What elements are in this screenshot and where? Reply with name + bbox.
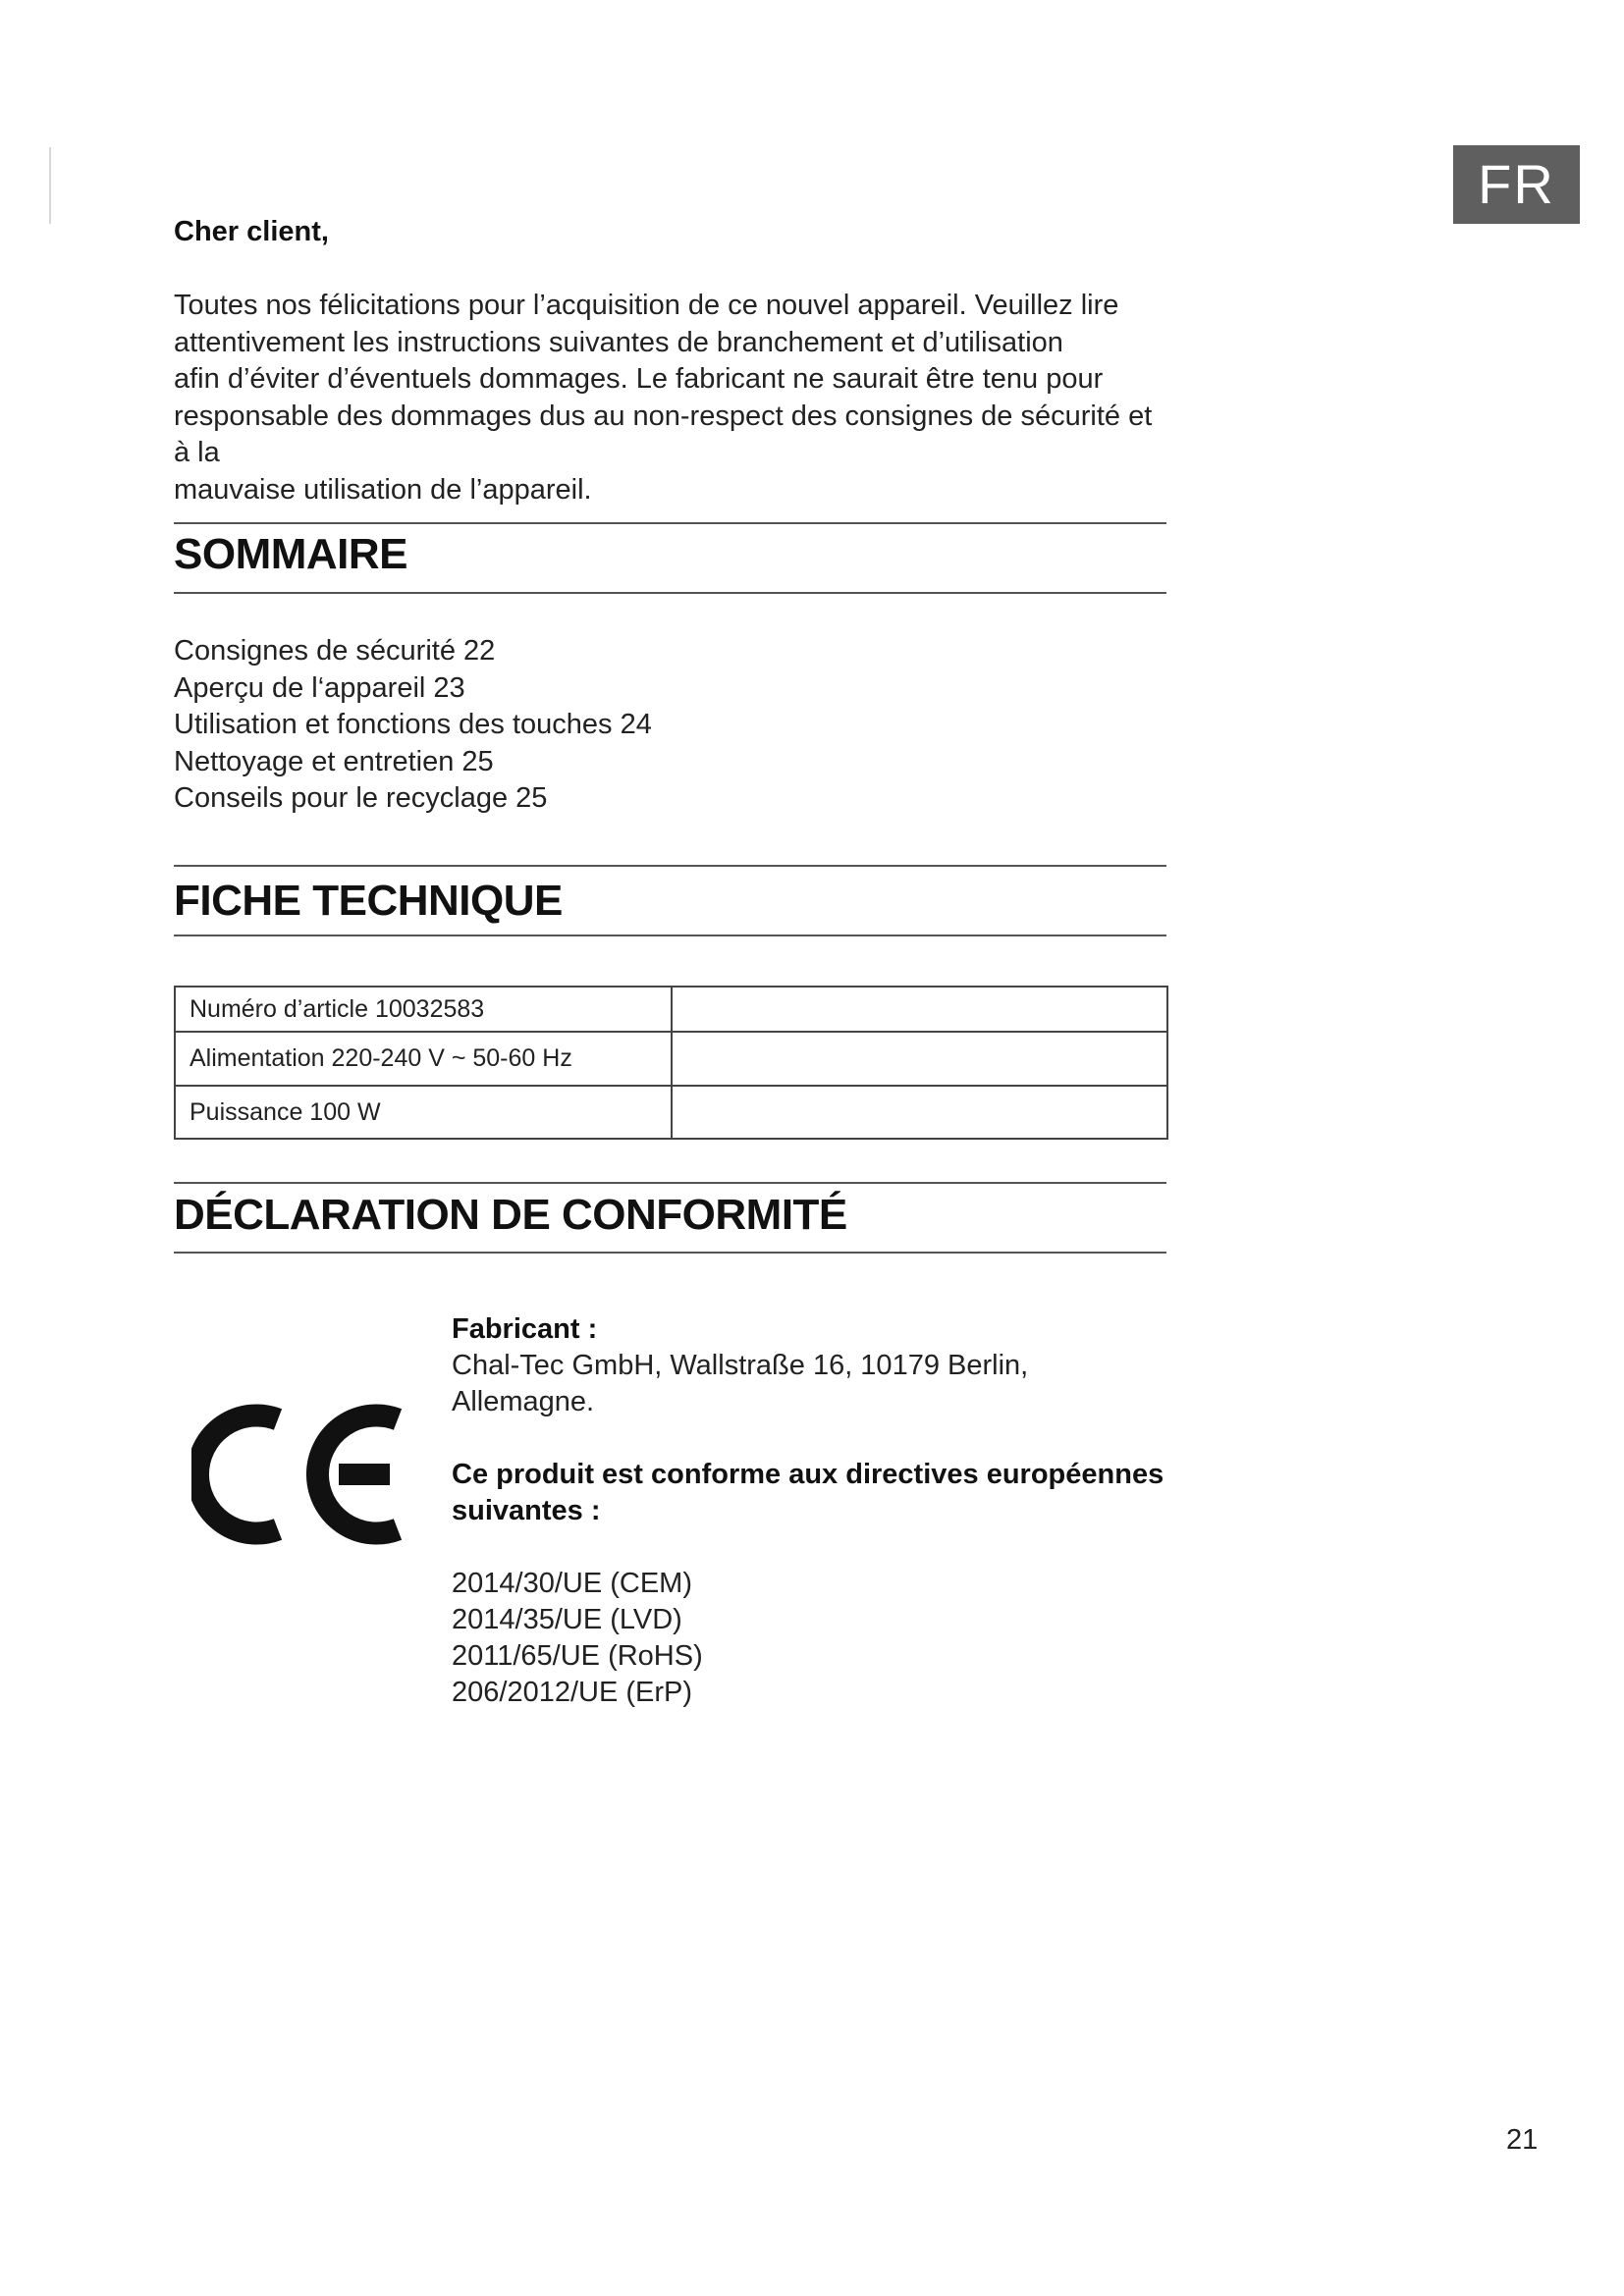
intro-line: responsable des dommages dus au non-respect des consignes de sécurité et à la bbox=[174, 400, 1153, 468]
conformity-statement: suivantes : bbox=[452, 1495, 601, 1526]
summary-title: SOMMAIRE bbox=[174, 530, 407, 578]
table-of-contents bbox=[174, 633, 652, 818]
intro-line: mauvaise utilisation de l’appareil. bbox=[174, 473, 592, 506]
intro-line: afin d’éviter d’éventuels dommages. Le fabricant ne saurait être tenu pour bbox=[174, 363, 1104, 395]
manufacturer-line: Chal-Tec GmbH, Wallstraße 16, 10179 Berlin, bbox=[452, 1350, 1029, 1381]
declaration-title: DÉCLARATION DE CONFORMITÉ bbox=[174, 1191, 847, 1239]
declaration-block bbox=[452, 1311, 1178, 1711]
table-row bbox=[175, 987, 1167, 1032]
spec-value-cell bbox=[672, 987, 1168, 1032]
tech-sheet-title: FICHE TECHNIQUE bbox=[174, 877, 563, 925]
conformity-statement: Ce produit est conforme aux directives européennes bbox=[452, 1459, 1164, 1490]
toc-item: Consignes de sécurité 22 bbox=[174, 635, 496, 667]
intro-line: attentivement les instructions suivantes de branchement et d’utilisation bbox=[174, 326, 1063, 358]
spec-value-cell bbox=[672, 1032, 1168, 1086]
section-rule-bottom bbox=[174, 1252, 1166, 1254]
manufacturer-label: Fabricant : bbox=[452, 1313, 598, 1345]
section-rule-bottom bbox=[174, 934, 1166, 936]
spec-value-cell bbox=[672, 1086, 1168, 1139]
toc-item: Nettoyage et entretien 25 bbox=[174, 745, 494, 777]
toc-item: Conseils pour le recyclage 25 bbox=[174, 782, 548, 814]
toc-item: Utilisation et fonctions des touches 24 bbox=[174, 709, 652, 740]
intro-line: Toutes nos félicitations pour l’acquisition de ce nouvel appareil. Veuillez lire bbox=[174, 290, 1119, 321]
margin-marker bbox=[49, 147, 51, 224]
spec-cell: Puissance 100 W bbox=[175, 1086, 672, 1139]
directive-item: 2014/35/UE (LVD) bbox=[452, 1604, 682, 1635]
directive-item: 2014/30/UE (CEM) bbox=[452, 1568, 692, 1599]
section-rule-top bbox=[174, 865, 1166, 867]
salutation: Cher client, bbox=[174, 216, 329, 247]
manufacturer-line: Allemagne. bbox=[452, 1386, 595, 1417]
language-badge: FR bbox=[1453, 145, 1580, 224]
directive-item: 2011/65/UE (RoHS) bbox=[452, 1640, 703, 1672]
table-row bbox=[175, 1086, 1167, 1139]
intro-paragraph bbox=[174, 288, 1175, 508]
directive-item: 206/2012/UE (ErP) bbox=[452, 1677, 693, 1708]
spec-table bbox=[174, 986, 1168, 1140]
table-row bbox=[175, 1032, 1167, 1086]
section-rule-top bbox=[174, 1182, 1166, 1184]
spec-cell: Alimentation 220-240 V ~ 50-60 Hz bbox=[175, 1032, 672, 1086]
toc-item: Aperçu de l‘appareil 23 bbox=[174, 671, 465, 704]
spec-cell: Numéro d’article 10032583 bbox=[175, 987, 672, 1032]
section-rule-top bbox=[174, 522, 1166, 524]
ce-mark-icon bbox=[191, 1394, 417, 1556]
page-number: 21 bbox=[1506, 2124, 1539, 2156]
section-rule-bottom bbox=[174, 592, 1166, 594]
